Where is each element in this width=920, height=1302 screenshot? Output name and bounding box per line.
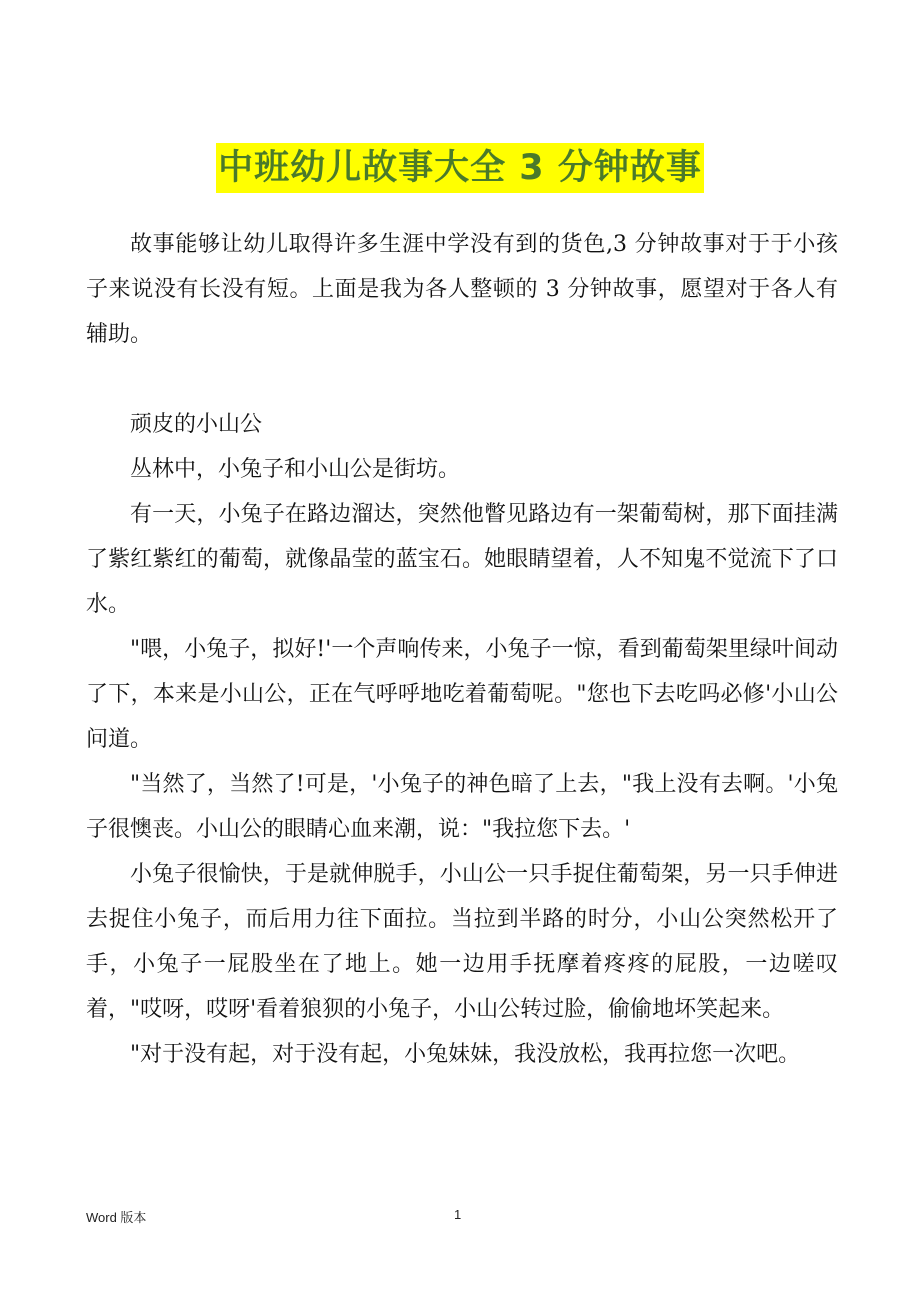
footer-label: Word 版本 — [86, 1210, 147, 1225]
title-block — [0, 143, 920, 193]
page-number: 1 — [454, 1207, 462, 1222]
document-body — [86, 222, 838, 1077]
story-paragraph: "对于没有起，对于没有起，小兔妹妹，我没放松，我再拉您一次吧。 — [130, 1042, 801, 1067]
document-title: 中班幼儿故事大全 3 分钟故事 — [216, 143, 704, 193]
story-paragraph: 有一天，小兔子在路边溜达，突然他瞥见路边有一架葡萄树，那下面挂满了紫红紫红的葡萄，就像晶莹的蓝宝石。她眼睛望着，人不知鬼不觉流下了口水。 — [86, 502, 838, 617]
story-paragraph: "当然了，当然了!可是，'小兔子的神色暗了上去，"我上没有去啊。'小兔子很懊丧。小山公的眼睛心血来潮，说："我拉您下去。' — [86, 772, 838, 842]
paragraph-gap — [86, 357, 838, 402]
story-paragraph: 小兔子很愉快，于是就伸脱手，小山公一只手捉住葡萄架，另一只手伸进去捉住小兔子，而后用力往下面拉。当拉到半路的时分，小山公突然松开了手，小兔子一屁股坐在了地上。她一边用手抚摩着疼疼的屁股，一边嗟叹着，"哎呀，哎呀'看着狼狈的小兔子，小山公转过脸，偷偷地坏笑起来。 — [86, 862, 838, 1022]
intro-paragraph: 故事能够让幼儿取得许多生涯中学没有到的货色,3 分钟故事对于于小孩子来说没有长没有短。上面是我为各人整顿的 3 分钟故事，愿望对于各人有辅助。 — [86, 232, 838, 347]
story-title: 顽皮的小山公 — [130, 412, 263, 437]
story-paragraph: 丛林中，小兔子和小山公是街坊。 — [130, 457, 461, 482]
story-paragraph: "喂，小兔子，拟好!'一个声响传来，小兔子一惊，看到葡萄架里绿叶间动了下，本来是小山公，正在气呼呼地吃着葡萄呢。"您也下去吃吗必修'小山公问道。 — [86, 637, 838, 752]
